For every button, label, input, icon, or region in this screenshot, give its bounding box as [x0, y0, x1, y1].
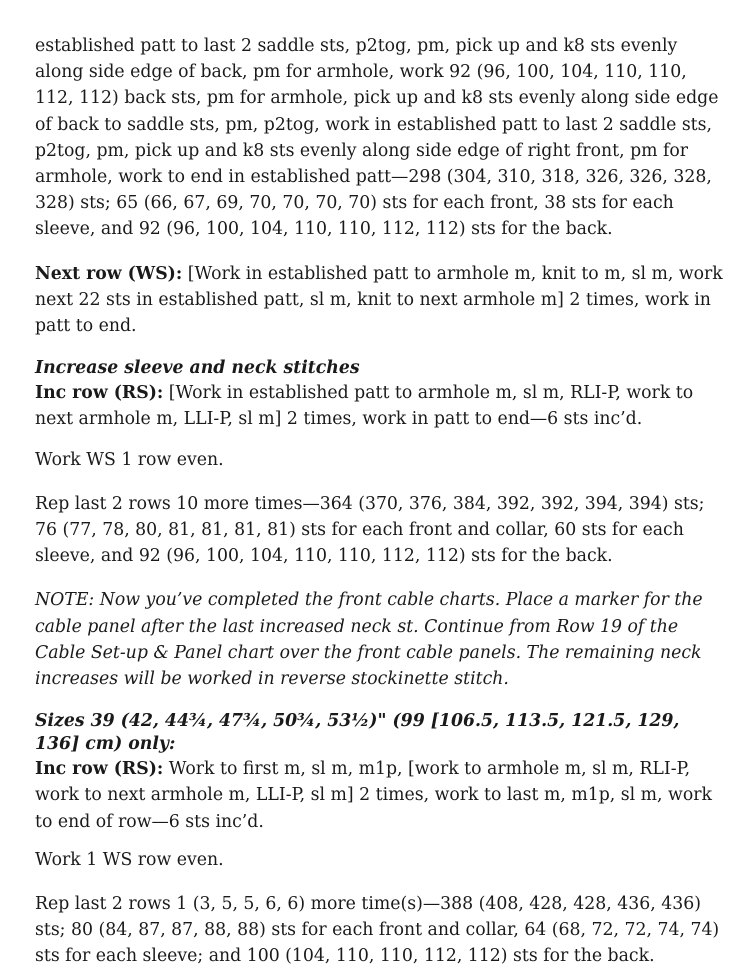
section-heading-increase: Increase sleeve and neck stitches	[35, 358, 360, 379]
sizes-inc-row-paragraph	[35, 756, 725, 835]
section-heading-sizes: Sizes 39 (42, 44¾, 47¾, 50¾, 53½)" (99 [106.5, 113.5, 121.5, 129, 136] cm) only:	[35, 711, 680, 755]
sizes-work-even-line: Work 1 WS row even.	[35, 849, 224, 870]
next-row-paragraph	[35, 261, 725, 340]
repeat-paragraph: Rep last 2 rows 10 more times—364 (370, 376, 384, 392, 392, 394, 394) sts; 76 (77, 78, 80, 81, 81, 81, 81) sts for each front and collar, 60 sts for each sleeve, and 92 (96, 100, 104, 110, 110, 112, 112) sts for the back.	[35, 493, 705, 567]
next-row-label: Next row (WS):	[35, 263, 183, 284]
inc-row-label: Inc row (RS):	[35, 383, 164, 404]
next-row-text: [Work in established patt to armhole m, knit to m, sl m, work next 22 sts in established patt, sl m, knit to next armhole m] 2 times, work in patt to end.	[35, 263, 723, 337]
inc-row-text: [Work in established patt to armhole m, sl m, RLI-P, work to next armhole m, LLI-P, sl m] 2 times, work in patt to end—6 sts inc’d.	[35, 383, 694, 430]
sizes-inc-row-text: Work to first m, sl m, m1p, [work to armhole m, sl m, RLI-P, work to next armhole m, LLI-P, sl m] 2 times, work to last m, m1p, sl m, work to end of row—6 sts inc’d.	[35, 759, 712, 832]
inc-row-paragraph	[35, 380, 725, 432]
note-paragraph: NOTE: Now you’ve completed the front cable charts. Place a marker for the cable panel after the last increased neck st. Continue from Row 19 of the Cable Set-up & Panel chart over the front cable panels. The remaining neck increases will be worked in reverse stockinette stitch.	[35, 590, 703, 690]
sizes-inc-row-label: Inc row (RS):	[35, 759, 164, 780]
sizes-repeat-paragraph: Rep last 2 rows 1 (3, 5, 5, 6, 6) more time(s)—388 (408, 428, 428, 436, 436) sts; 80 (84, 87, 87, 88, 88) sts for each front and collar, 64 (68, 72, 72, 74, 74) sts for each sleeve; and 100 (104, 110, 110, 112, 112) sts for the back.	[35, 894, 720, 967]
work-even-line: Work WS 1 row even.	[35, 449, 224, 470]
pattern-page	[35, 33, 725, 970]
continuation-paragraph: established patt to last 2 saddle sts, p2tog, pm, pick up and k8 sts evenly along side edge of back, pm for armhole, work 92 (96, 100, 104, 110, 110, 112, 112) back sts, pm for armhole, pick up and k8 sts evenly along side edge of back to saddle sts, pm, p2tog, work in established patt to last 2 saddle sts, p2tog, pm, pick up and k8 sts evenly along side edge of right front, pm for armhole, work to end in established patt—298 (304, 310, 318, 326, 326, 328, 328) sts; 65 (66, 67, 69, 70, 70, 70, 70) sts for each front, 38 sts for each sleeve, and 92 (96, 100, 104, 110, 110, 112, 112) sts for the back.	[35, 36, 719, 240]
